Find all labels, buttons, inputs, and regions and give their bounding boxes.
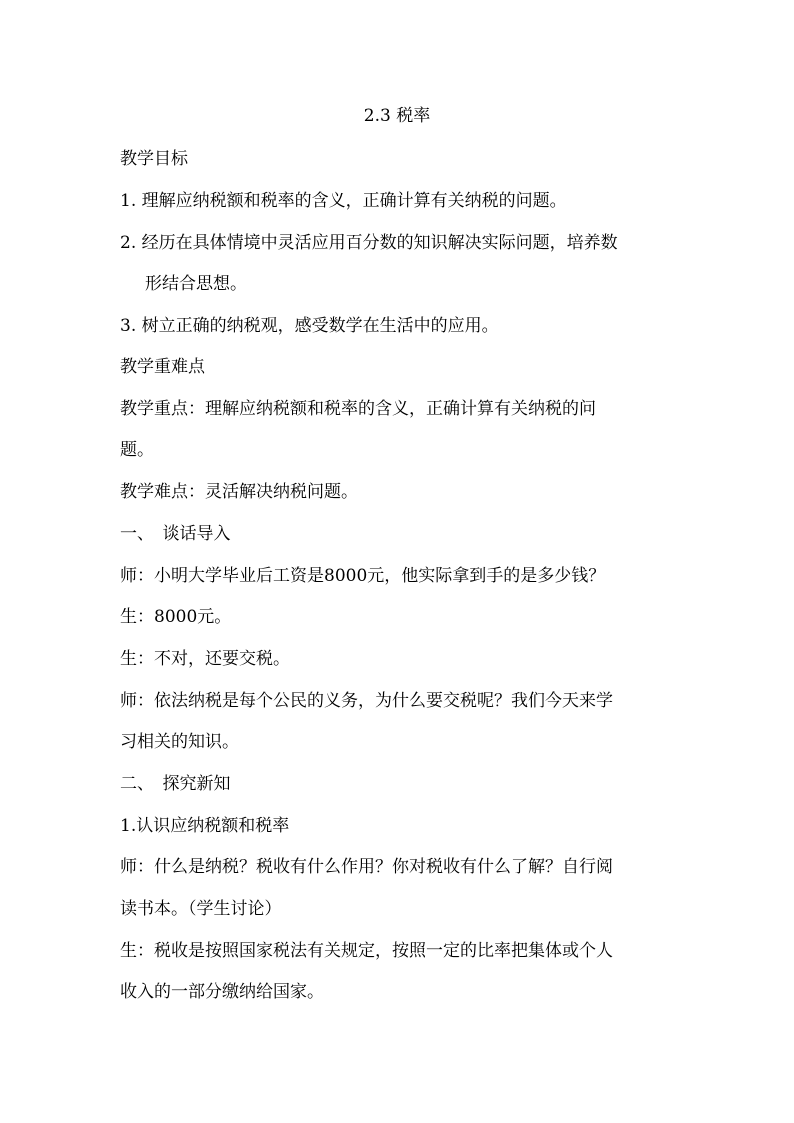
dialogue-line: 生：8000元。	[120, 607, 232, 627]
dialogue-line: 师：小明大学毕业后工资是8000元，他实际拿到手的是多少钱？	[120, 566, 606, 586]
dialogue-line: 收入的一部分缴纳给国家。	[120, 982, 324, 1002]
dialogue-line: 习相关的知识。	[120, 732, 239, 752]
paragraph-line: 2. 经历在具体情境中灵活应用百分数的知识解决实际问题，培养数	[120, 233, 618, 253]
section-heading-explore: 二、 探究新知	[120, 774, 231, 794]
section-heading-key-points: 教学重难点	[120, 357, 205, 377]
dialogue-line: 生：不对，还要交税。	[120, 649, 290, 669]
paragraph-line: 3. 树立正确的纳税观，感受数学在生活中的应用。	[120, 316, 499, 336]
paragraph-line: 教学难点：灵活解决纳税问题。	[120, 482, 358, 502]
section-heading-intro: 一、 谈话导入	[120, 524, 231, 544]
paragraph-line: 形结合思想。	[145, 274, 247, 294]
dialogue-line: 生：税收是按照国家税法有关规定，按照一定的比率把集体或个人	[120, 941, 613, 961]
paragraph-line: 1. 理解应纳税额和税率的含义，正确计算有关纳税的问题。	[120, 191, 567, 211]
dialogue-line: 师：依法纳税是每个公民的义务，为什么要交税呢？我们今天来学	[120, 691, 613, 711]
dialogue-line: 读书本。（学生讨论）	[120, 899, 282, 919]
subsection-heading: 1.认识应纳税额和税率	[120, 816, 290, 836]
paragraph-line: 教学重点：理解应纳税额和税率的含义，正确计算有关纳税的问	[120, 399, 596, 419]
document-title: 2.3 税率	[363, 106, 431, 126]
dialogue-line: 师：什么是纳税？税收有什么作用？你对税收有什么了解？自行阅	[120, 857, 613, 877]
section-heading-objectives: 教学目标	[120, 149, 188, 169]
paragraph-line: 题。	[120, 440, 154, 460]
